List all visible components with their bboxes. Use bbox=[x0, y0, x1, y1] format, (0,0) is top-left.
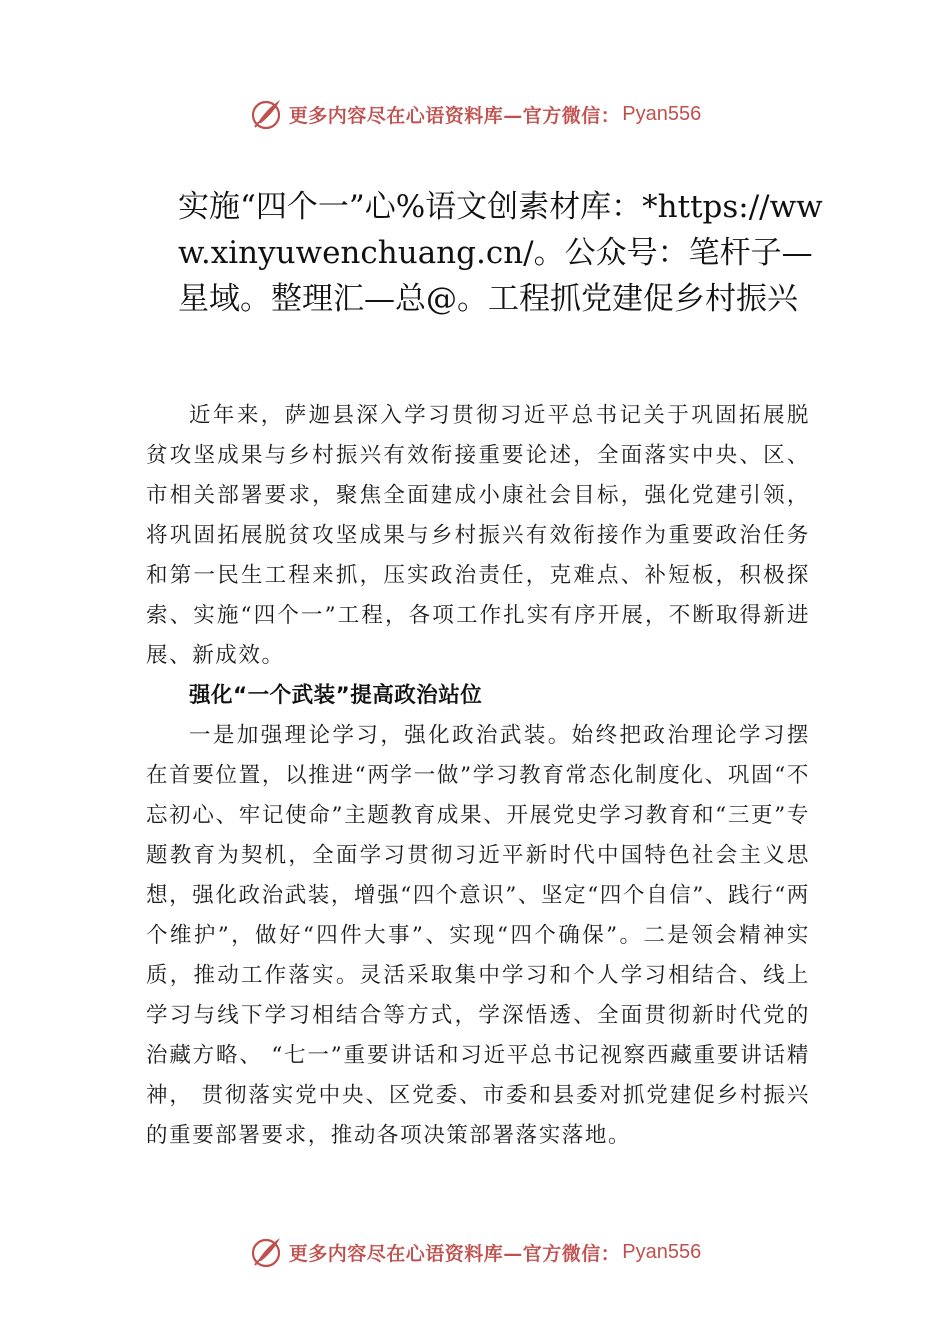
watermark-banner-bottom bbox=[0, 1232, 950, 1272]
watermark-text: 更多内容尽在心语资料库—官方微信： bbox=[288, 1242, 621, 1265]
intro-paragraph: 近年来，萨迦县深入学习贯彻习近平总书记关于巩固拓展脱贫攻坚成果与乡村振兴有效衔接重要论述，全面落实中央、区、市相关部署要求，聚焦全面建成小康社会目标，强化党建引领，将巩固拓展脱贫攻坚成果与乡村振兴有效衔接作为重要政治任务和第一民生工程来抓，压实政治责任，克难点、补短板，积极探索、实施“四个一”工程，各项工作扎实有序开展，不断取得新进展、新成效。 bbox=[146, 403, 810, 668]
body-paragraph: 一是加强理论学习，强化政治武装。始终把政治理论学习摆在首要位置，以推进“两学一做”学习教育常态化制度化、巩固“不忘初心、牢记使命”主题教育成果、开展党史学习教育和“三更”专题教育为契机，全面学习贯彻习近平新时代中国特色社会主义思想，强化政治武装，增强“四个意识”、坚定“四个自信”、践行“两个维护”，做好“四件大事”、实现“四个确保”。二是领会精神实质，推动工作落实。灵活采取集中学习和个人学习相结合、线上学习与线下学习相结合等方式，学深悟透、全面贯彻新时代党的治藏方略、 “七一”重要讲话和习近平总书记视察西藏重要讲话精神， 贯彻落实党中央、区党委、市委和县委对抓党建促乡村振兴的重要部署要求，推动各项决策部署落实落地。 bbox=[146, 723, 810, 1148]
watermark-text: 更多内容尽在心语资料库—官方微信： bbox=[288, 104, 621, 127]
quill-logo-icon bbox=[249, 1234, 285, 1270]
section-heading: 强化“一个武装”提高政治站位 bbox=[189, 683, 483, 708]
watermark-wechat-id: Pyan556 bbox=[622, 102, 702, 125]
watermark-banner-top bbox=[0, 94, 950, 134]
watermark-wechat-id: Pyan556 bbox=[622, 1240, 702, 1263]
document-body bbox=[146, 396, 810, 1156]
quill-logo-icon bbox=[249, 96, 285, 132]
document-title: 实施“四个一”心%语文创素材库：*https://www.xinyuwenchuang.cn/。公众号：笔杆子—星域。整理汇—总@。工程抓党建促乡村振兴 bbox=[178, 189, 823, 317]
